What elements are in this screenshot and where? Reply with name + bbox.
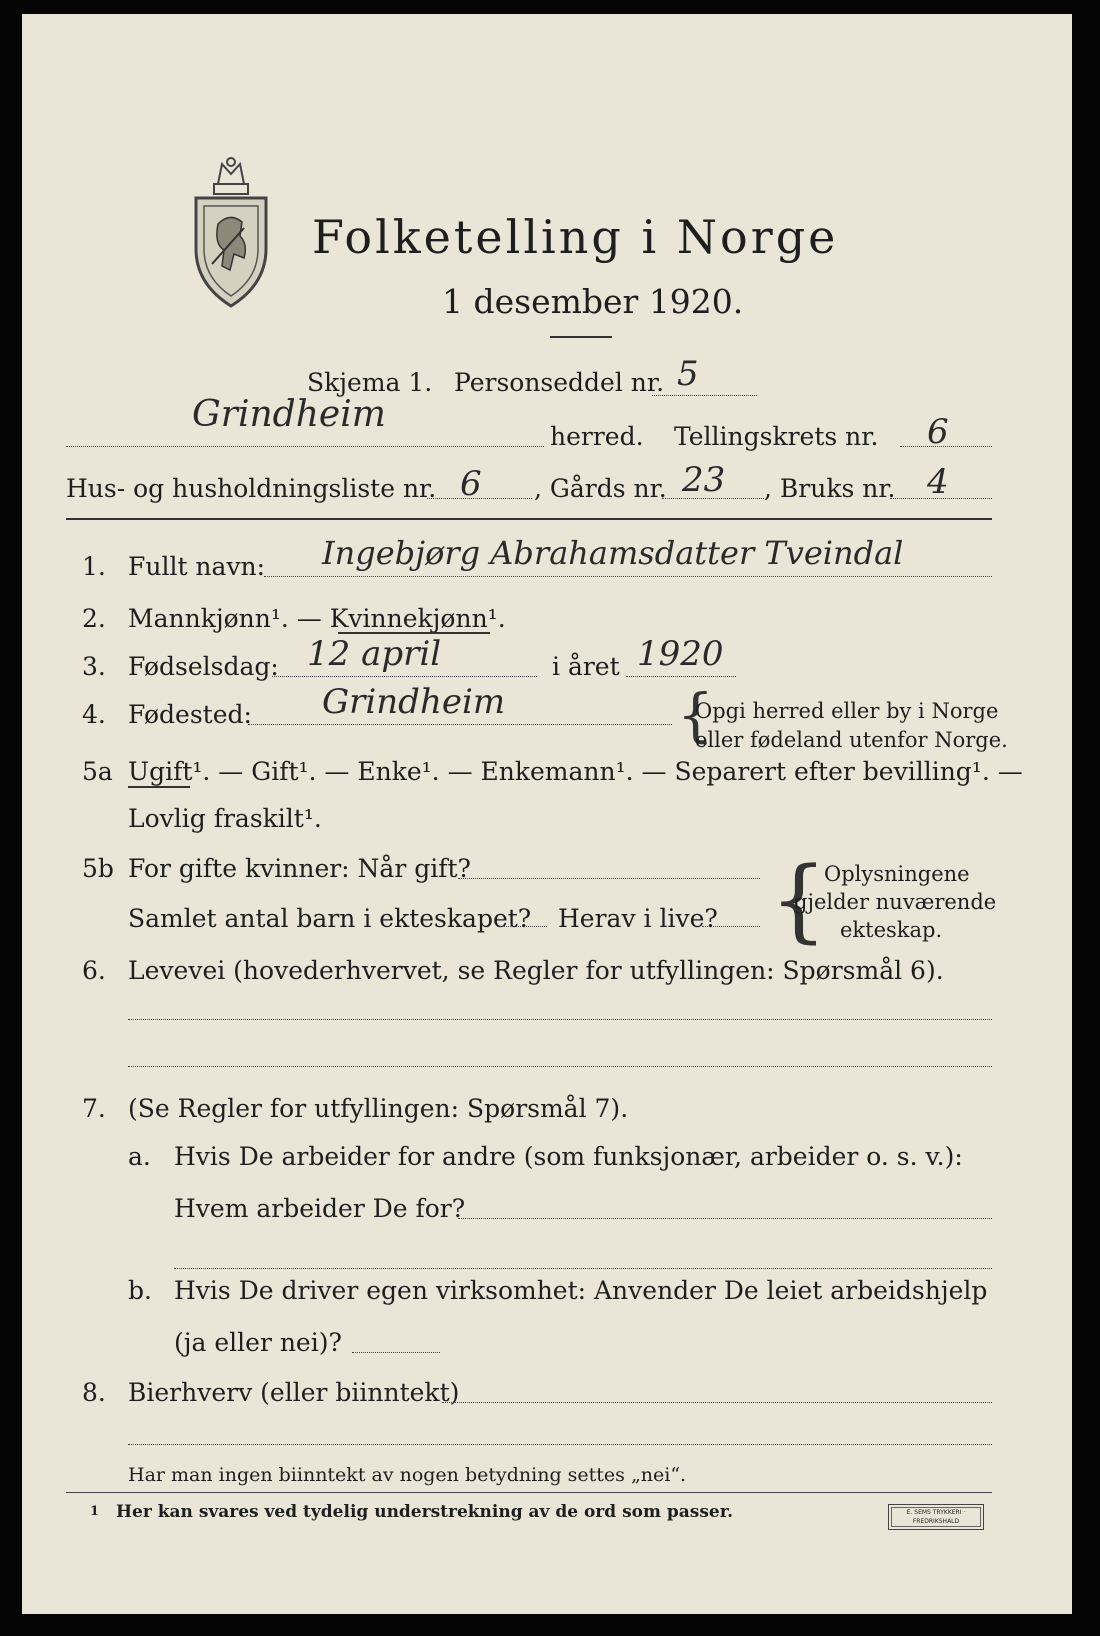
q3-year-label: i året (552, 652, 620, 681)
q5b-note2: gjelder nuværende (794, 890, 997, 914)
q5a-line1: Ugift¹. — Gift¹. — Enke¹. — Enkemann¹. — Separert efter bevilling¹. — (128, 757, 1023, 786)
printer-stamp (888, 1504, 984, 1530)
footnote-text: Her kan svares ved tydelig understrekning av de ord som passer. (116, 1502, 734, 1522)
q7-label: (Se Regler for utfyllingen: Spørsmål 7). (128, 1094, 629, 1123)
personseddel-line (652, 395, 757, 396)
q4-number: 4. (82, 700, 106, 729)
q8-label: Bierhverv (eller biinntekt) (128, 1378, 460, 1407)
q1-line (264, 576, 992, 577)
printer-stamp-text: E. SEMS TRYKKERI · FREDRIKSHALD (891, 1507, 981, 1527)
q4-brace: { (677, 681, 714, 749)
coat-of-arms-icon (190, 154, 272, 309)
bruks-label: , Bruks nr. (764, 474, 896, 503)
q2-label: Mannkjønn¹. — Kvinnekjønn¹. (128, 604, 506, 633)
q4-note-line2: eller fødeland utenfor Norge. (695, 728, 1008, 752)
q2-number: 2. (82, 604, 106, 633)
q6-line1 (128, 1019, 992, 1020)
q3-label: Fødselsdag: (128, 652, 279, 681)
personseddel-label: Personseddel nr. (454, 368, 665, 397)
q1-label: Fullt navn: (128, 552, 266, 581)
q5a-underline (128, 786, 190, 788)
q1-value: Ingebjørg Abrahamsdatter Tveindal (322, 534, 904, 572)
header-rule (66, 518, 992, 520)
q5b-number: 5b (82, 854, 114, 883)
gards-value: 23 (682, 460, 726, 500)
herred-label: herred. (550, 422, 644, 451)
q5b-note3: ekteskap. (840, 918, 943, 942)
q6-number: 6. (82, 956, 106, 985)
hus-label: Hus- og husholdningsliste nr. (66, 474, 437, 503)
q3-year-value: 1920 (637, 634, 724, 674)
gards-label: , Gårds nr. (534, 474, 667, 503)
form-title: Folketelling i Norge (312, 210, 839, 264)
schema-label: Skjema 1. (307, 368, 433, 397)
q7a-line-extra (174, 1268, 992, 1269)
q5b-married-line (458, 878, 760, 879)
q6-line2 (128, 1066, 992, 1067)
q5b-alive-line (702, 926, 760, 927)
q7b-line1: Hvis De driver egen virksomhet: Anvender De leiet arbeidshjelp (174, 1276, 988, 1305)
q7a-employer-line (458, 1218, 992, 1219)
q7b-line2: (ja eller nei)? (174, 1328, 342, 1357)
q5b-children-label: Samlet antal barn i ekteskapet? (128, 904, 532, 933)
q4-value: Grindheim (322, 682, 506, 722)
q6-label: Levevei (hovederhvervet, se Regler for utfyllingen: Spørsmål 6). (128, 956, 944, 985)
hus-value: 6 (460, 464, 482, 504)
q7a-line1: Hvis De arbeider for andre (som funksjonær, arbeider o. s. v.): (174, 1142, 963, 1171)
q3-year-line (626, 676, 736, 677)
q7a-line2: Hvem arbeider De for? (174, 1194, 466, 1223)
q7-number: 7. (82, 1094, 106, 1123)
q7a-letter: a. (128, 1142, 151, 1171)
title-divider (550, 336, 612, 338)
q8-line1 (442, 1402, 992, 1403)
q5b-alive-label: Herav i live? (558, 904, 718, 933)
q5a-line2: Lovlig fraskilt¹. (128, 804, 322, 833)
q4-note-line1: Opgi herred eller by i Norge (695, 699, 999, 723)
q7b-answer-line (352, 1352, 440, 1353)
footnote-mark: 1 (90, 1504, 100, 1519)
tellingskrets-label: Tellingskrets nr. (674, 422, 879, 451)
q5b-line1: For gifte kvinner: Når gift? (128, 854, 471, 883)
q3-line (272, 676, 537, 677)
form-date: 1 desember 1920. (442, 282, 744, 321)
q5b-brace: { (770, 848, 828, 953)
q4-line (248, 724, 672, 725)
tellingskrets-value: 6 (927, 412, 949, 452)
q3-number: 3. (82, 652, 106, 681)
bruks-value: 4 (927, 462, 949, 502)
q3-value: 12 april (307, 634, 442, 674)
q8-line2 (128, 1444, 992, 1445)
q8-number: 8. (82, 1378, 106, 1407)
census-form (22, 14, 1072, 1614)
q1-number: 1. (82, 552, 106, 581)
herred-line (66, 446, 544, 447)
nei-note: Har man ingen biinntekt av nogen betydning settes „nei“. (128, 1464, 687, 1486)
q5b-children-line (497, 926, 547, 927)
personseddel-value: 5 (677, 354, 699, 394)
q7b-letter: b. (128, 1276, 152, 1305)
herred-value: Grindheim (192, 394, 386, 435)
q5a-number: 5a (82, 757, 113, 786)
footer-rule (66, 1492, 992, 1493)
q5b-note1: Oplysningene (824, 862, 970, 886)
q4-label: Fødested: (128, 700, 252, 729)
